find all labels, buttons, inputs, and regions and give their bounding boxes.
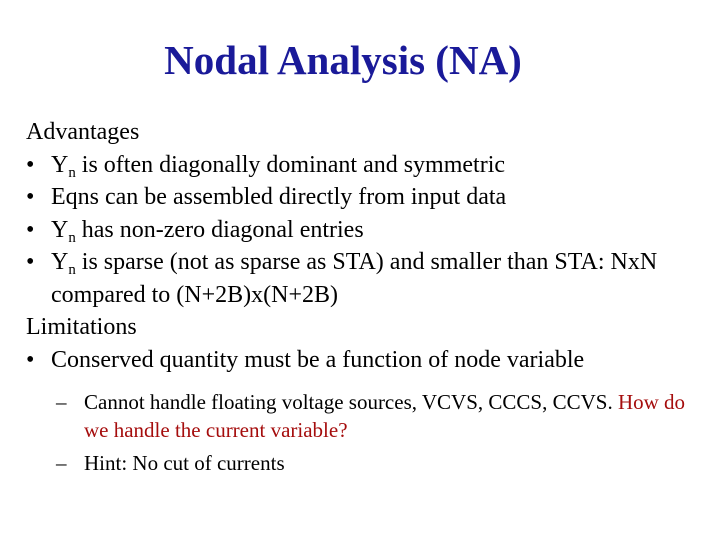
matrix-subscript: n bbox=[68, 229, 76, 246]
bullet-icon: • bbox=[26, 151, 35, 178]
slide-title: Nodal Analysis (NA) bbox=[164, 37, 522, 83]
advantages-heading: Advantages bbox=[26, 119, 140, 145]
sub-item-text: Cannot handle floating voltage sources, VCVS, CCCS, CCVS. bbox=[84, 390, 618, 414]
slide-body bbox=[26, 116, 706, 484]
matrix-symbol: Y bbox=[51, 216, 69, 243]
bullet-icon: • bbox=[26, 249, 35, 275]
bullet-icon: • bbox=[26, 184, 35, 210]
advantage-text: is often diagonally dominant and symmetric bbox=[75, 151, 506, 178]
advantage-text: Eqns can be assembled directly from input data bbox=[51, 184, 507, 210]
limitations-heading: Limitations bbox=[26, 314, 137, 340]
limitation-sub-item bbox=[26, 450, 706, 478]
advantage-item bbox=[26, 214, 706, 247]
matrix-symbol: Y bbox=[51, 249, 69, 275]
advantage-item bbox=[26, 246, 706, 311]
limitation-sub-list bbox=[26, 389, 706, 478]
advantage-item bbox=[26, 149, 706, 182]
bullet-icon: • bbox=[26, 216, 35, 243]
dash-icon: – bbox=[56, 390, 67, 414]
highlighted-question: How do we handle the current variable? bbox=[84, 390, 686, 442]
dash-icon: – bbox=[56, 451, 67, 475]
limitation-text: Conserved quantity must be a function of node variable bbox=[51, 346, 585, 373]
advantage-text: has non-zero diagonal entries bbox=[75, 216, 364, 243]
advantage-text: is sparse (not as sparse as STA) and smaller than STA: NxN compared to (N+2B)x(N+2B) bbox=[51, 249, 658, 308]
matrix-subscript: n bbox=[68, 262, 76, 279]
advantage-item bbox=[26, 181, 706, 214]
limitation-sub-item bbox=[26, 389, 706, 444]
sub-item-text: Hint: No cut of currents bbox=[84, 451, 285, 475]
bullet-icon: • bbox=[26, 346, 35, 373]
matrix-symbol: Y bbox=[51, 151, 69, 178]
limitation-item bbox=[26, 344, 706, 377]
matrix-subscript: n bbox=[68, 164, 76, 181]
